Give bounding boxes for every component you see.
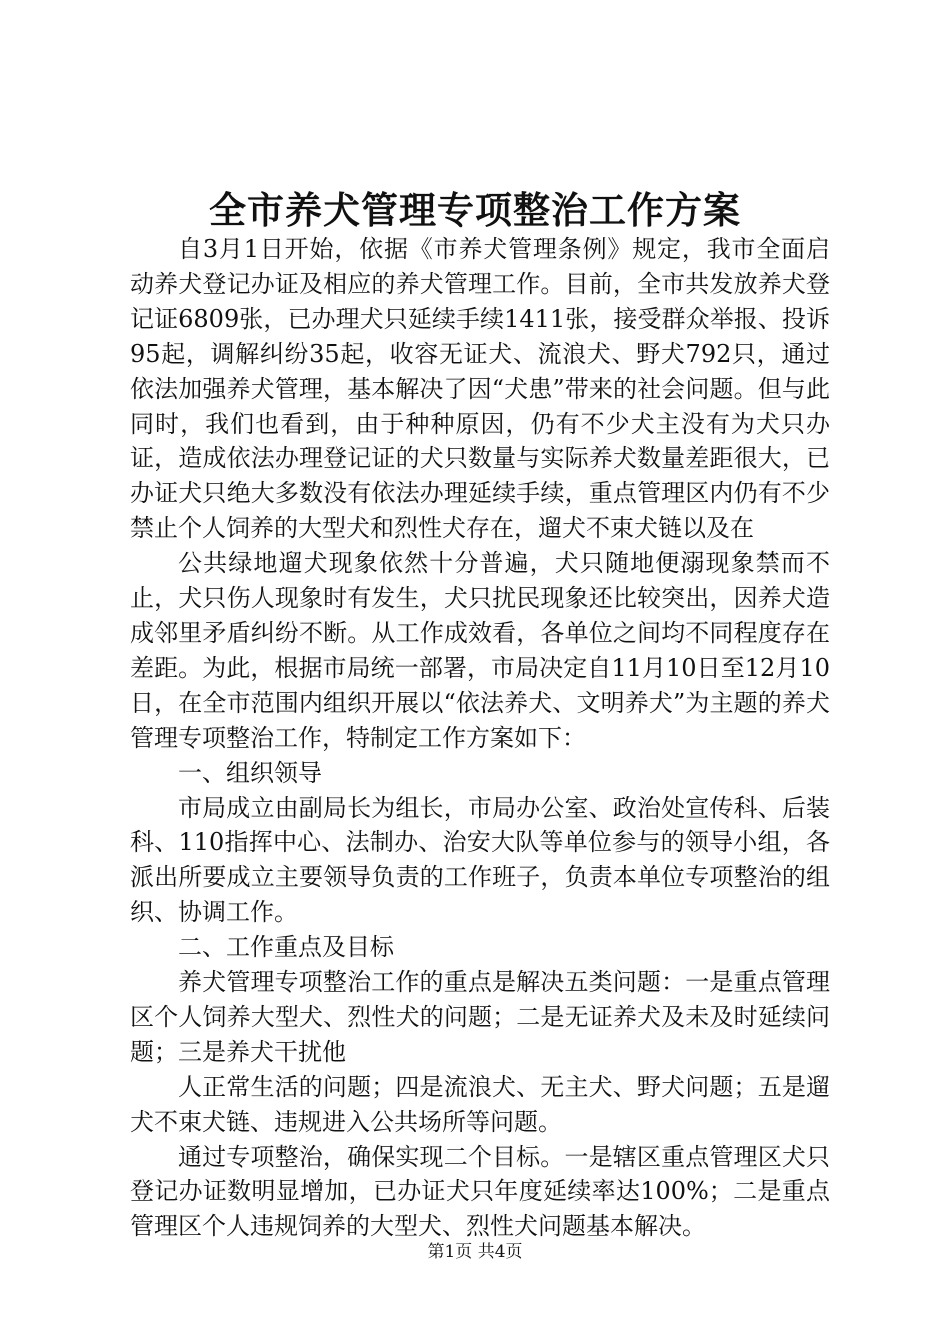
document-body [130,232,830,1244]
paragraph-organization: 市局成立由副局长为组长，市局办公室、政治处宣传科、后装科、110指挥中心、法制办、治安大队等单位参与的领导小组，各派出所要成立主要领导负责的工作班子，负责本单位专项整治的组织、协调工作。 [130,793,830,927]
section-heading-organization: 一、组织领导 [178,758,322,787]
paragraph-focus: 养犬管理专项整治工作的重点是解决五类问题：一是重点管理区个人饲养大型犬、烈性犬的问题；二是无证养犬及未及时延续问题；三是养犬干扰他 [130,968,830,1066]
paragraph-problems: 公共绿地遛犬现象依然十分普遍，犬只随地便溺现象禁而不止，犬只伤人现象时有发生，犬只扰民现象还比较突出，因养犬造成邻里矛盾纠纷不断。从工作成效看，各单位之间均不同程度存在差距。为此，根据市局统一部署，市局决定自11月10日至12月10日，在全市范围内组织开展以“依法养犬、文明养犬”为主题的养犬管理专项整治工作，特制定工作方案如下： [130,549,830,752]
paragraph-focus-continued: 人正常生活的问题；四是流浪犬、无主犬、野犬问题；五是遛犬不束犬链、违规进入公共场所等问题。 [130,1072,830,1136]
paragraph-goals: 通过专项整治，确保实现二个目标。一是辖区重点管理区犬只登记办证数明显增加，已办证犬只年度延续率达100%；二是重点管理区个人违规饲养的大型犬、烈性犬问题基本解决。 [130,1142,830,1241]
document-title: 全市养犬管理专项整治工作方案 [209,188,741,232]
page-number-footer: 第1页 共4页 [427,1242,523,1262]
section-heading-focus-goals: 二、工作重点及目标 [178,933,394,962]
paragraph-intro: 自3月1日开始，依据《市养犬管理条例》规定，我市全面启动养犬登记办证及相应的养犬管理工作。目前，全市共发放养犬登记证6809张，已办理犬只延续手续1411张，接受群众举报、投诉95起，调解纠纷35起，收容无证犬、流浪犬、野犬792只，通过依法加强养犬管理，基本解决了因“犬患”带来的社会问题。但与此同时，我们也看到，由于种种原因，仍有不少犬主没有为犬只办证，造成依法办理登记证的犬只数量与实际养犬数量差距很大，已办证犬只绝大多数没有依法办理延续手续，重点管理区内仍有不少禁止个人饲养的大型犬和烈性犬存在，遛犬不束犬链以及在 [130,235,830,543]
